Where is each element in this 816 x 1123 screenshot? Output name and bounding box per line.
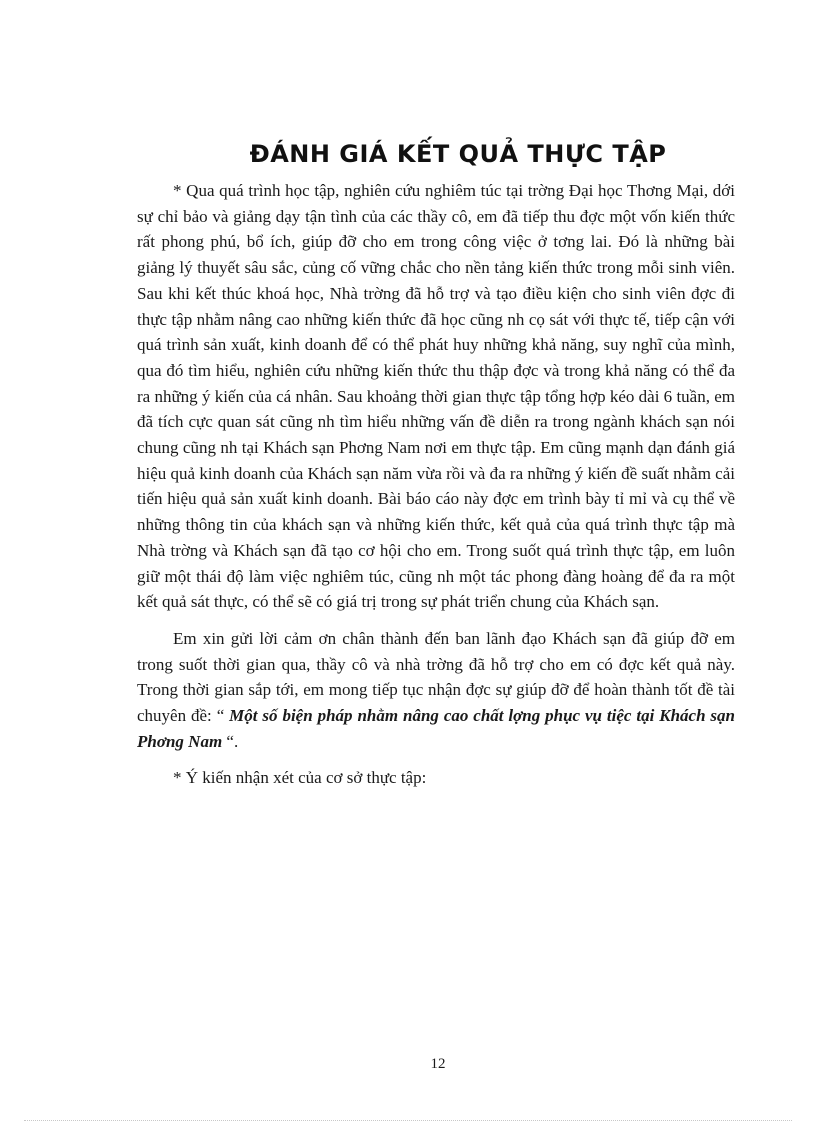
page-number: 12 — [430, 1056, 446, 1072]
paragraph-comments-label: * Ý kiến nhận xét của cơ sở thực tập: — [173, 768, 427, 788]
footer-divider — [24, 1120, 792, 1121]
topic-title: Một số biện pháp nhằm nâng cao chất lợng phục vụ tiệc tại Khách sạn Phơng Nam — [137, 706, 736, 751]
paragraph-thanks-start: Em xin gửi lời cảm ơn chân thành đến ban lãnh đạo Khách sạn đã giúp đỡ em trong suốt thời gian qua, thầy cô và nhà trờng đã hỗ trợ cho em có đợc kết quả này. Trong thời gian sắp tới, em mong tiếp tục nhận đợc sự giúp đỡ để hoàn thành tốt đề tài chuyên đề: “ — [137, 628, 735, 726]
paragraph-evaluation: * Qua quá trình học tập, nghiên cứu nghiêm túc tại trờng Đại học Thơng Mại, dới sự chỉ bảo và giảng dạy tận tình của các thầy cô, em đã tiếp thu đợc một vốn kiến thức rất phong phú, bổ ích, giúp đỡ cho em trong công việc ở tơng lai. Đó là những bài giảng lý thuyết sâu sắc, củng cố vững chắc cho nền tảng kiến thức trong mỗi sinh viên. Sau khi kết thúc khoá học, Nhà trờng đã hỗ trợ và tạo điều kiện cho sinh viên đợc đi thực tập nhằm nâng cao những kiến thức đã học cũng nh cọ sát với thực tế, tiếp cận với quá trình sản xuất, kinh doanh để có thể phát huy những khả năng, suy nghĩ của mình, qua đó tìm hiểu, nghiên cứu những kiến thức thu thập đợc và trong khả năng có thể đa ra những ý kiến của cá nhân. Sau khoảng thời gian thực tập tổng hợp kéo dài 6 tuần, em đã tích cực quan sát cũng nh tìm hiểu những vấn đề diễn ra trong ngành khách sạn nói chung cũng nh tại Khách sạn Phơng Nam nơi em thực tập. Em cũng mạnh dạn đánh giá hiệu quả kinh doanh của Khách sạn năm vừa rồi và đa ra những ý kiến đề suất nhằm cải tiến hiệu quả sản xuất kinh doanh. Bài báo cáo này đợc em trình bày tỉ mỉ và cụ thể về những thông tin của khách sạn và những kiến thức, kết quả của quá trình thực tập mà Nhà trờng và Khách sạn đã tạo cơ hội cho em. Trong suốt quá trình thực tập, em luôn giữ một thái độ làm việc nghiêm túc, cũng nh một tác phong đàng hoàng để đa ra một kết quả sát thực, có thể sẽ có giá trị trong sự phát triển chung của Khách sạn. — [137, 181, 735, 612]
page-title: ĐÁNH GIÁ KẾT QUẢ THỰC TẬP — [249, 140, 667, 168]
body-text — [137, 178, 735, 791]
paragraph-thanks — [137, 626, 735, 755]
paragraph-thanks-end: “. — [222, 731, 239, 751]
